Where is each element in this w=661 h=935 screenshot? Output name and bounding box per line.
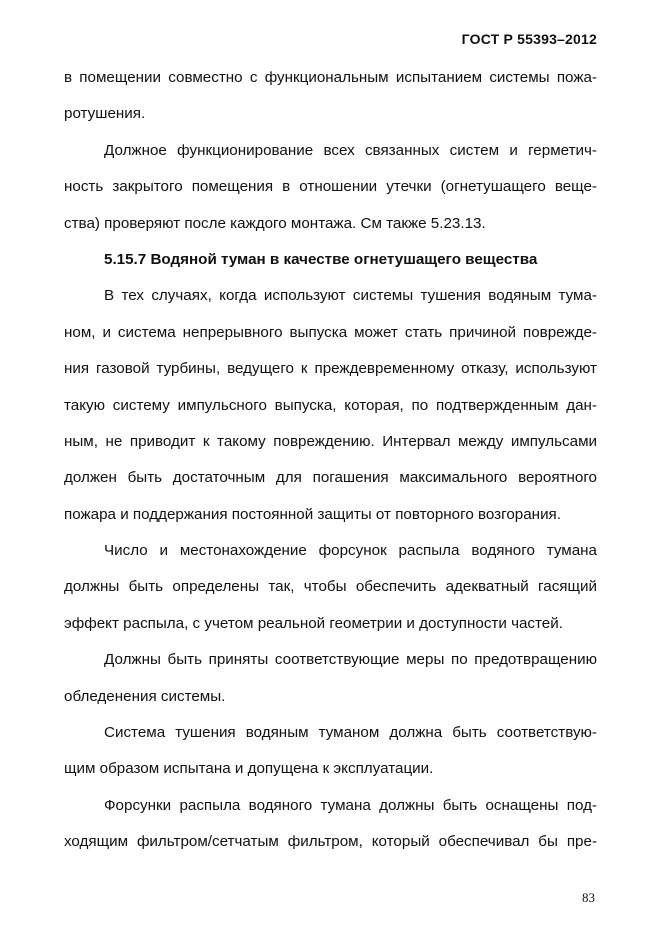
text-line: такую систему импульсного выпуска, которая, по подтвержденным дан- (64, 396, 597, 414)
text-line: Должное функционирование всех связанных систем и герметич- (104, 141, 597, 159)
text-line: Система тушения водяным туманом должна быть соответствую- (104, 724, 597, 742)
text-line: Число и местонахождение форсунок распыла водяного тумана (104, 542, 597, 560)
text-line: ства) проверяют после каждого монтажа. См также 5.23.13. (64, 214, 486, 232)
text-line: Форсунки распыла водяного тумана должны быть оснащены под- (104, 796, 597, 814)
text-line: ния газовой турбины, ведущего к преждевременному отказу, используют (64, 360, 597, 378)
text-line: В тех случаях, когда используют системы тушения водяным тума- (104, 287, 597, 305)
text-line: в помещении совместно с функциональным испытанием системы пожа- (64, 69, 597, 86)
text-line: пожара и поддержания постоянной защиты от повторного возгорания. (64, 505, 561, 523)
text-line: ность закрытого помещения в отношении утечки (огнетушащего веще- (64, 178, 597, 196)
text-line: ном, и система непрерывного выпуска может стать причиной поврежде- (64, 323, 597, 341)
text-line: Должны быть приняты соответствующие меры по предотвращению (104, 651, 597, 669)
page-body (64, 60, 597, 861)
text-line: должен быть достаточным для погашения максимального вероятного (64, 469, 597, 487)
text-line: эффект распыла, с учетом реальной геометрии и доступности частей. (64, 614, 563, 632)
document-code-header: ГОСТ Р 55393–2012 (461, 31, 597, 47)
text-line: ным, не приводит к такому повреждению. Интервал между импульсами (64, 432, 597, 450)
text-line: щим образом испытана и допущена к эксплуатации. (64, 760, 434, 778)
text-line: обледенения системы. (64, 687, 226, 705)
page-number: 83 (582, 890, 595, 905)
section-heading: 5.15.7 Водяной туман в качестве огнетушащего вещества (104, 250, 538, 268)
text-line: должны быть определены так, чтобы обеспечить адекватный гасящий (64, 578, 597, 596)
text-line: ротушения. (64, 105, 146, 123)
text-line: ходящим фильтром/сетчатым фильтром, который обеспечивал бы пре- (64, 833, 597, 851)
